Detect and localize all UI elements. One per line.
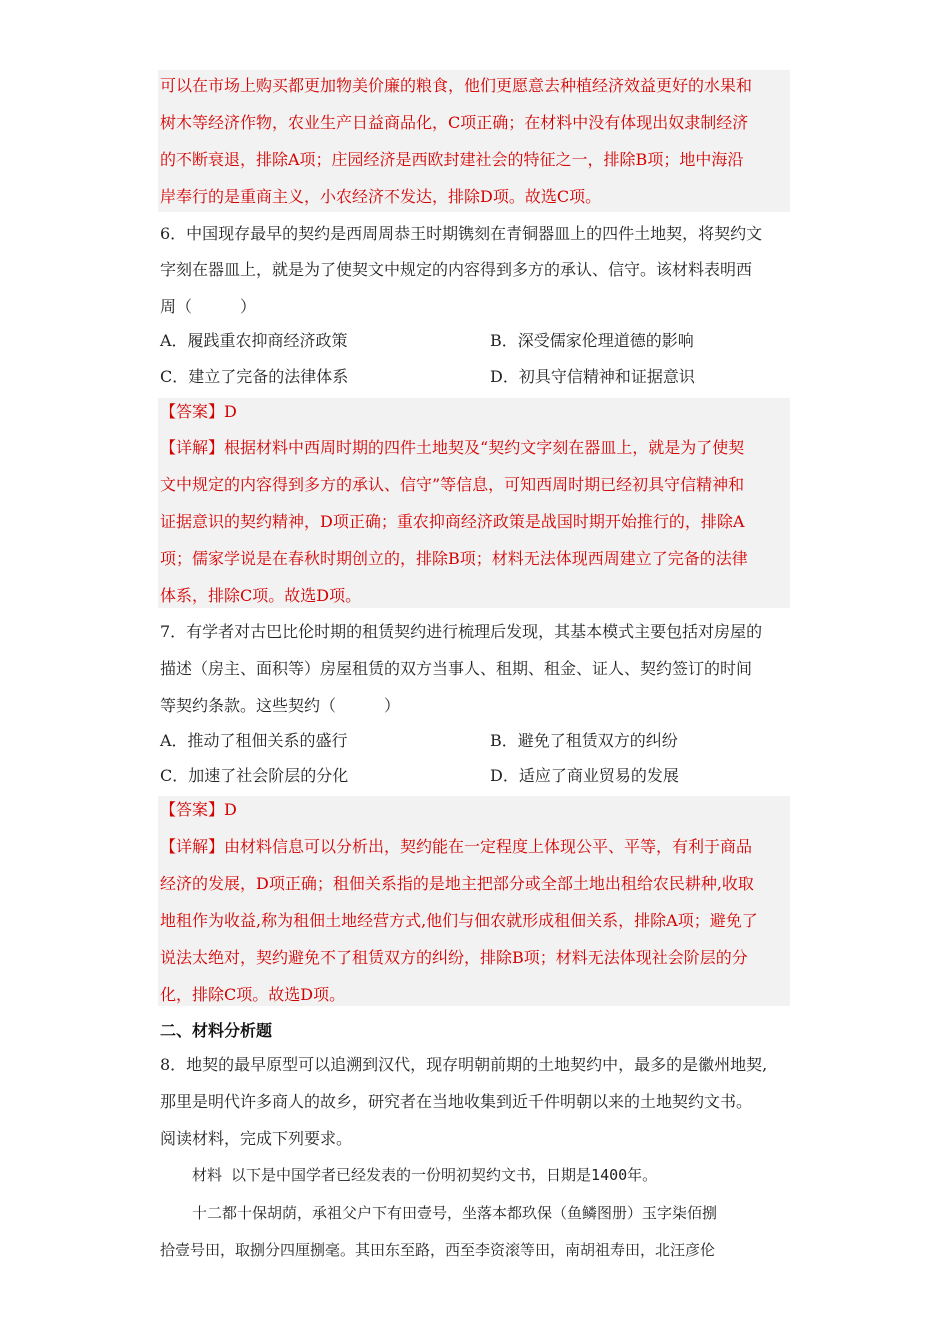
q6-option-b: B．深受儒家伦理道德的影响 xyxy=(490,331,694,350)
answer-shade-q6 xyxy=(158,398,790,608)
question-6-stem: 6．中国现存最早的契约是西周周恭王时期镌刻在青铜器皿上的四件土地契，将契约文 xyxy=(160,224,763,243)
q7-detail-line: 【详解】由材料信息可以分析出，契约能在一定程度上体现公平、平等，有利于商品 xyxy=(160,837,753,856)
material-line: 材料 以下是中国学者已经发表的一份明初契约文书，日期是1400年。 xyxy=(192,1166,658,1184)
q6-option-d: D．初具守信精神和证据意识 xyxy=(490,367,695,386)
question-6-stem: 周（ ） xyxy=(160,297,257,316)
detail-line: 树木等经济作物，农业生产日益商品化，C项正确；在材料中没有体现出奴隶制经济 xyxy=(160,113,749,132)
q6-answer: 【答案】D xyxy=(160,402,237,421)
q7-answer: 【答案】D xyxy=(160,800,237,819)
q6-option-a: A．履践重农抑商经济政策 xyxy=(160,331,348,350)
q7-detail-line: 说法太绝对，契约避免不了租赁双方的纠纷，排除B项；材料无法体现社会阶层的分 xyxy=(160,948,748,967)
q6-detail-label: 【详解】 xyxy=(160,438,225,457)
detail-line: 的不断衰退，排除A项；庄园经济是西欧封建社会的特征之一，排除B项；地中海沿 xyxy=(160,150,744,169)
detail-line: 可以在市场上购买都更加物美价廉的粮食，他们更愿意去种植经济效益更好的水果和 xyxy=(160,76,753,95)
question-7-stem: 描述（房主、面积等）房屋租赁的双方当事人、租期、租金、证人、契约签订的时间 xyxy=(160,659,753,678)
q7-detail-label: 【详解】 xyxy=(160,837,225,856)
q7-detail-line: 地租作为收益,称为租佃土地经营方式,他们与佃农就形成租佃关系，排除A项；避免了 xyxy=(160,911,758,930)
material-line: 十二都十保胡荫，承祖父户下有田壹号，坐落本都玖保（鱼鳞图册）玉字柒佰捌 xyxy=(192,1204,718,1222)
q6-detail-line: 【详解】根据材料中西周时期的四件土地契及“契约文字刻在器皿上，就是为了使契 xyxy=(160,438,745,457)
q7-option-a: A．推动了租佃关系的盛行 xyxy=(160,731,348,750)
question-8-stem: 那里是明代许多商人的故乡，研究者在当地收集到近千件明朝以来的土地契约文书。 xyxy=(160,1092,753,1111)
q6-option-c: C．建立了完备的法律体系 xyxy=(160,367,349,386)
section-title: 二、材料分析题 xyxy=(160,1021,273,1040)
q7-detail-line: 化，排除C项。故选D项。 xyxy=(160,985,346,1004)
question-8-stem: 8．地契的最早原型可以追溯到汉代，现存明朝前期的土地契约中，最多的是徽州地契, xyxy=(160,1055,768,1074)
answer-shade-q7 xyxy=(158,796,790,1006)
q7-detail-line: 经济的发展，D项正确；租佃关系指的是地主把部分或全部土地出租给农民耕种,收取 xyxy=(160,874,754,893)
q6-detail-line: 证据意识的契约精神，D项正确；重农抑商经济政策是战国时期开始推行的，排除A xyxy=(160,512,745,531)
q7-option-b: B．避免了租赁双方的纠纷 xyxy=(490,731,678,750)
question-7-stem: 7．有学者对古巴比伦时期的租赁契约进行梳理后发现，其基本模式主要包括对房屋的 xyxy=(160,622,763,641)
q7-option-d: D．适应了商业贸易的发展 xyxy=(490,766,679,785)
q7-option-c: C．加速了社会阶层的分化 xyxy=(160,766,349,785)
question-8-stem: 阅读材料，完成下列要求。 xyxy=(160,1129,353,1148)
q6-detail-line: 项；儒家学说是在春秋时期创立的，排除B项；材料无法体现西周建立了完备的法律 xyxy=(160,549,748,568)
question-7-stem: 等契约条款。这些契约（ ） xyxy=(160,696,401,715)
q6-detail-line: 体系，排除C项。故选D项。 xyxy=(160,586,362,605)
detail-line: 岸奉行的是重商主义，小农经济不发达，排除D项。故选C项。 xyxy=(160,187,602,206)
material-line: 拾壹号田，取捌分四厘捌毫。其田东至路，西至李资滚等田，南胡祖寿田，北汪彦伦 xyxy=(160,1241,716,1259)
q6-detail-line: 文中规定的内容得到多方的承认、信守”等信息，可知西周时期已经初具守信精神和 xyxy=(160,475,745,494)
question-6-stem: 字刻在器皿上，就是为了使契文中规定的内容得到多方的承认、信守。该材料表明西 xyxy=(160,260,753,279)
